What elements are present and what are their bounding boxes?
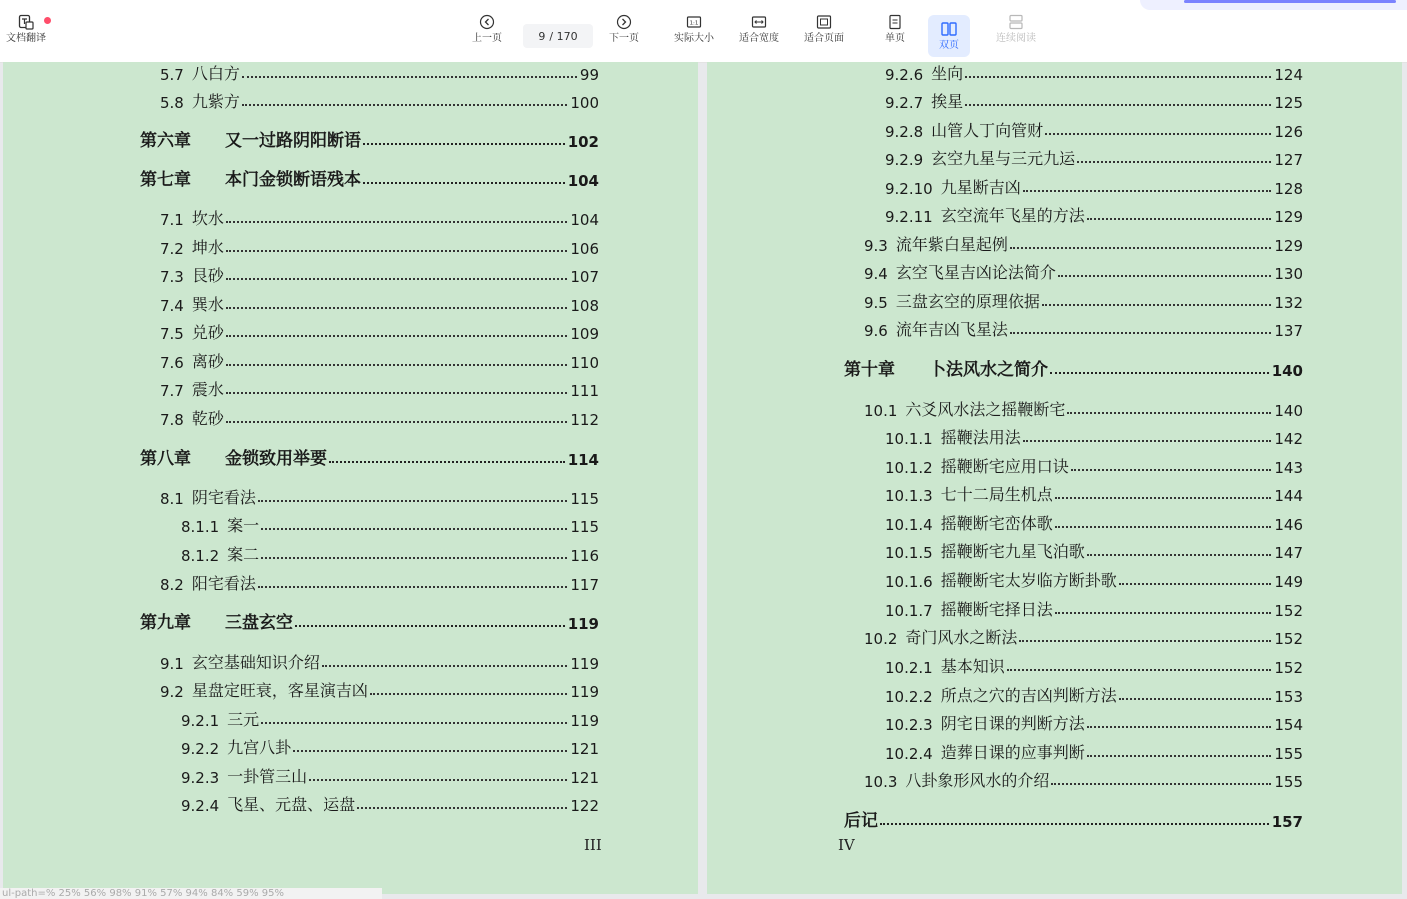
toc-leader-dots — [363, 143, 565, 145]
toc-number: 10.1.6 — [885, 573, 933, 591]
toc-leader-dots — [226, 335, 567, 337]
toc-title: 流年吉凶飞星法 — [895, 320, 1008, 339]
toc-page-number: 143 — [1274, 459, 1303, 477]
toc-number: 9.2.10 — [885, 180, 933, 198]
toc-entry[interactable] — [885, 538, 1303, 562]
toc-entry[interactable] — [885, 682, 1303, 706]
toc-number: 9.2.2 — [181, 740, 220, 758]
toc-page-number: 157 — [1271, 813, 1303, 831]
toc-page-number: 121 — [570, 769, 599, 787]
toc-page-number: 124 — [1274, 66, 1303, 84]
toc-page-number: 140 — [1274, 402, 1303, 420]
toc-leader-dots — [1087, 755, 1272, 757]
toc-title: 阴宅看法 — [191, 488, 256, 507]
toc-title: 奇门风水之断法 — [905, 628, 1018, 647]
toc-number: 10.3 — [864, 773, 898, 791]
toc-chapter-entry[interactable] — [140, 127, 599, 151]
toc-leader-dots — [1077, 161, 1271, 163]
toc-leader-dots — [226, 307, 567, 309]
toc-page-number: 102 — [567, 133, 599, 151]
continuous-label: 连续阅读 — [996, 33, 1036, 44]
toc-leader-dots — [1119, 583, 1272, 585]
toc-page-number: 137 — [1274, 322, 1303, 340]
translate-button[interactable] — [6, 14, 46, 58]
toc-number: 10.1 — [864, 402, 898, 420]
toc-page-number: 119 — [570, 683, 599, 701]
toc-entry[interactable] — [160, 484, 599, 508]
continuous-reading-button[interactable] — [996, 14, 1036, 58]
toc-number: 10.2 — [864, 630, 898, 648]
toc-number: 10.2.1 — [885, 659, 933, 677]
toc-number: 9.2 — [160, 683, 184, 701]
toc-title: 摇鞭断宅太岁临方断卦歌 — [940, 571, 1117, 590]
toc-page-number: 100 — [570, 94, 599, 112]
toc-title: 所点之穴的吉凶判断方法 — [940, 686, 1117, 705]
toc-number: 7.6 — [160, 354, 184, 372]
toc-leader-dots — [261, 557, 567, 559]
toc-title: 摇鞭断宅九星飞泊歌 — [940, 542, 1085, 561]
toc-leader-dots — [1087, 218, 1272, 220]
toc-leader-dots — [1010, 247, 1271, 249]
toc-entry[interactable] — [885, 653, 1303, 677]
toc-number: 10.1.1 — [885, 430, 933, 448]
toc-entry[interactable] — [885, 88, 1303, 112]
toc-title: 摇鞭法用法 — [940, 428, 1021, 447]
toc-number: 8.1.1 — [181, 518, 220, 536]
toc-title: 坤水 — [191, 238, 224, 257]
toc-leader-dots — [1071, 469, 1272, 471]
toc-page-number: 147 — [1274, 544, 1303, 562]
toc-number: 第六章 — [140, 131, 191, 151]
toc-entry[interactable] — [160, 570, 599, 594]
toc-title: 案一 — [227, 516, 260, 535]
toc-number: 5.7 — [160, 66, 184, 84]
toc-title: 飞星、元盘、运盘 — [227, 795, 356, 814]
toc-page-number: 116 — [570, 547, 599, 565]
toc-page-number: 121 — [570, 740, 599, 758]
toc-entry[interactable] — [160, 205, 599, 229]
toc-title: 又一过路阴阳断语 — [225, 131, 361, 151]
toc-leader-dots — [242, 104, 567, 106]
toc-leader-dots — [1019, 640, 1271, 642]
toc-entry[interactable] — [160, 376, 599, 400]
fit-page-icon — [816, 14, 832, 30]
toc-title: 九宫八卦 — [227, 738, 292, 757]
page-roman-numeral: IV — [838, 836, 855, 854]
toc-leader-dots — [242, 76, 577, 78]
toc-number: 7.3 — [160, 268, 184, 286]
toc-entry[interactable] — [885, 202, 1303, 226]
toc-page-number: 152 — [1274, 630, 1303, 648]
toc-title: 七十二局生机点 — [940, 485, 1053, 504]
toc-number: 第九章 — [140, 613, 191, 633]
toc-title: 乾砂 — [191, 409, 224, 428]
toc-entry[interactable] — [181, 763, 599, 787]
toc-entry[interactable] — [864, 316, 1303, 340]
toc-page-number: 110 — [570, 354, 599, 372]
toc-leader-dots — [370, 693, 567, 695]
toc-page-number: 140 — [1271, 362, 1303, 380]
toc-title: 兑砂 — [191, 323, 224, 342]
toc-entry[interactable] — [885, 145, 1303, 169]
toc-number: 8.1.2 — [181, 547, 220, 565]
toc-leader-dots — [1051, 783, 1271, 785]
toc-entry[interactable] — [885, 174, 1303, 198]
toc-title: 九星断吉凶 — [940, 178, 1021, 197]
toc-number: 10.2.4 — [885, 745, 933, 763]
toc-entry[interactable] — [885, 424, 1303, 448]
toc-entry[interactable] — [160, 677, 599, 701]
toc-number: 第八章 — [140, 449, 191, 469]
toc-number: 第七章 — [140, 170, 191, 190]
toc-number: 9.3 — [864, 237, 888, 255]
toc-leader-dots — [1067, 412, 1271, 414]
toc-chapter-entry[interactable] — [140, 166, 599, 190]
toc-leader-dots — [1055, 497, 1272, 499]
toc-number: 9.2.9 — [885, 151, 924, 169]
toc-page-number: 155 — [1274, 745, 1303, 763]
toc-title: 三盘玄空的原理依据 — [895, 292, 1040, 311]
double-page-icon — [941, 21, 957, 37]
actual-size-button[interactable] — [674, 14, 714, 58]
toc-page-number: 115 — [570, 518, 599, 536]
fit-page-label: 适合页面 — [804, 33, 844, 44]
toc-entry[interactable] — [885, 596, 1303, 620]
fit-width-button[interactable] — [739, 14, 779, 58]
toc-title: 三元 — [227, 710, 260, 729]
toc-number: 9.2.7 — [885, 94, 924, 112]
single-page-button[interactable] — [885, 14, 905, 58]
toc-title: 阴宅日课的判断方法 — [940, 714, 1085, 733]
toc-title: 震水 — [191, 380, 224, 399]
toc-page-number: 117 — [570, 576, 599, 594]
toc-number: 后记 — [844, 811, 878, 831]
fit-width-label: 适合宽度 — [739, 33, 779, 44]
toc-title: 玄空飞星吉凶论法简介 — [895, 263, 1056, 282]
toc-page-number: 119 — [567, 615, 599, 633]
top-tab-strip — [1140, 0, 1407, 10]
toc-title: 八白方 — [191, 64, 240, 83]
toc-entry[interactable] — [885, 453, 1303, 477]
toc-leader-dots — [261, 722, 567, 724]
double-page-label: 双页 — [939, 40, 959, 51]
toc-page-number: 142 — [1274, 430, 1303, 448]
toc-chapter-entry[interactable] — [140, 609, 599, 633]
toc-entry[interactable] — [864, 288, 1303, 312]
toc-leader-dots — [965, 76, 1271, 78]
toc-entry[interactable] — [864, 259, 1303, 283]
toc-number: 10.1.2 — [885, 459, 933, 477]
toc-title: 六爻风水法之摇鞭断宅 — [905, 400, 1066, 419]
current-page-input[interactable]: 9 — [538, 29, 546, 43]
toc-entry[interactable] — [160, 62, 599, 84]
toc-page-number: 130 — [1274, 265, 1303, 283]
actual-size-label: 实际大小 — [674, 33, 714, 44]
single-page-label: 单页 — [885, 33, 905, 44]
toc-number: 10.2.3 — [885, 716, 933, 734]
toc-page-number: 109 — [570, 325, 599, 343]
toc-title: 金锁致用举要 — [225, 449, 327, 469]
toc-entry[interactable] — [885, 567, 1303, 591]
toc-entry[interactable] — [160, 348, 599, 372]
toc-page-number: 119 — [570, 655, 599, 673]
toc-number: 9.1 — [160, 655, 184, 673]
toc-entry[interactable] — [160, 291, 599, 315]
toc-leader-dots — [258, 586, 567, 588]
next-page-icon — [616, 14, 632, 30]
single-page-icon — [887, 14, 903, 30]
toc-title: 山管人丁向管财 — [931, 121, 1044, 140]
toc-number: 10.2.2 — [885, 688, 933, 706]
toc-leader-dots — [258, 500, 567, 502]
toc-title: 八卦象形风水的介绍 — [905, 771, 1050, 790]
toc-title: 离砂 — [191, 352, 224, 371]
toc-entry[interactable] — [864, 767, 1303, 791]
document-page-right — [707, 62, 1402, 894]
toc-number: 7.2 — [160, 240, 184, 258]
toc-page-number: 112 — [570, 411, 599, 429]
toc-entry[interactable] — [864, 624, 1303, 648]
toc-page-number: 107 — [570, 268, 599, 286]
toc-number: 7.5 — [160, 325, 184, 343]
toc-number: 10.1.7 — [885, 602, 933, 620]
toc-page-number: 152 — [1274, 659, 1303, 677]
toc-page-number: 132 — [1274, 294, 1303, 312]
toc-page-number: 155 — [1274, 773, 1303, 791]
toc-leader-dots — [1042, 304, 1271, 306]
toc-title: 摇鞭断宅应用口诀 — [940, 457, 1069, 476]
toc-title: 玄空九星与三元九运 — [931, 149, 1076, 168]
toc-entry[interactable] — [160, 649, 599, 673]
toc-page-number: 126 — [1274, 123, 1303, 141]
page-roman-numeral: III — [584, 836, 602, 854]
toc-page-number: 129 — [1274, 208, 1303, 226]
toc-title: 基本知识 — [940, 657, 1005, 676]
toc-entry[interactable] — [864, 396, 1303, 420]
toc-page-number: 122 — [570, 797, 599, 815]
toc-number: 10.1.3 — [885, 487, 933, 505]
toc-entry[interactable] — [160, 319, 599, 343]
toc-title: 造葬日课的应事判断 — [940, 743, 1085, 762]
toc-entry[interactable] — [181, 706, 599, 730]
toc-leader-dots — [1023, 190, 1272, 192]
toc-title: 三盘玄空 — [225, 613, 293, 633]
toc-entry[interactable] — [885, 739, 1303, 763]
toc-page-number: 104 — [570, 211, 599, 229]
toc-entry[interactable] — [885, 62, 1303, 84]
toc-leader-dots — [1007, 669, 1272, 671]
toc-number: 10.1.4 — [885, 516, 933, 534]
notification-dot — [44, 17, 51, 24]
toc-number: 9.2.4 — [181, 797, 220, 815]
toc-entry[interactable] — [181, 734, 599, 758]
toc-leader-dots — [1055, 612, 1272, 614]
toc-entry[interactable] — [181, 541, 599, 565]
toc-title: 摇鞭断宅峦体歌 — [940, 514, 1053, 533]
toc-title: 案二 — [227, 545, 260, 564]
toc-chapter-entry[interactable] — [140, 445, 599, 469]
toc-entry[interactable] — [160, 262, 599, 286]
toc-leader-dots — [1045, 133, 1271, 135]
toc-leader-dots — [1023, 440, 1272, 442]
toc-leader-dots — [357, 807, 567, 809]
toc-number: 第十章 — [844, 360, 895, 380]
toc-title: 艮砂 — [191, 266, 224, 285]
toc-title: 玄空基础知识介绍 — [191, 653, 320, 672]
toc-leader-dots — [1055, 526, 1272, 528]
toc-leader-dots — [293, 750, 567, 752]
toc-title: 卜法风水之简介 — [929, 360, 1048, 380]
toc-entry[interactable] — [160, 405, 599, 429]
toc-page-number: 99 — [579, 66, 599, 84]
toc-leader-dots — [226, 392, 567, 394]
status-bar-text: ul-path=% 25% 56% 98% 91% 57% 94% 84% 59% 95% — [0, 888, 382, 899]
toc-number: 10.1.5 — [885, 544, 933, 562]
toc-page-number: 114 — [567, 451, 599, 469]
toc-page-number: 127 — [1274, 151, 1303, 169]
translate-label: 文档翻译 — [6, 33, 46, 44]
toc-leader-dots — [309, 779, 567, 781]
toc-page-number: 104 — [567, 172, 599, 190]
toc-title: 坎水 — [191, 209, 224, 228]
toc-leader-dots — [1087, 554, 1272, 556]
toc-leader-dots — [226, 364, 567, 366]
toc-page-number: 153 — [1274, 688, 1303, 706]
toc-title: 摇鞭断宅择日法 — [940, 600, 1053, 619]
next-page-button[interactable] — [609, 14, 639, 58]
toc-entry[interactable] — [885, 117, 1303, 141]
fit-page-button[interactable] — [804, 14, 844, 58]
toc-entry[interactable] — [181, 512, 599, 536]
svg-text:1:1: 1:1 — [689, 20, 699, 27]
toc-page-number: 125 — [1274, 94, 1303, 112]
toc-leader-dots — [1119, 698, 1272, 700]
toc-leader-dots — [322, 665, 567, 667]
toc-number: 7.7 — [160, 382, 184, 400]
continuous-icon — [1008, 14, 1024, 30]
toc-entry[interactable] — [885, 481, 1303, 505]
toc-number: 8.2 — [160, 576, 184, 594]
translate-icon — [18, 14, 34, 30]
toc-leader-dots — [226, 250, 567, 252]
toc-page-number: 108 — [570, 297, 599, 315]
toc-leader-dots — [226, 221, 567, 223]
toc-title: 巽水 — [191, 295, 224, 314]
toc-entry[interactable] — [160, 234, 599, 258]
toc-leader-dots — [226, 421, 567, 423]
toc-title: 九紫方 — [191, 92, 240, 111]
toc-entry[interactable] — [885, 510, 1303, 534]
double-page-button[interactable] — [928, 15, 970, 57]
toc-entry[interactable] — [160, 88, 599, 112]
toc-page-number: 129 — [1274, 237, 1303, 255]
toc-leader-dots — [295, 625, 565, 627]
toc-number: 9.2.1 — [181, 712, 220, 730]
toc-leader-dots — [1050, 372, 1269, 374]
toc-entry[interactable] — [885, 710, 1303, 734]
toc-number: 7.8 — [160, 411, 184, 429]
toc-page-number: 115 — [570, 490, 599, 508]
toc-title: 流年紫白星起例 — [895, 235, 1008, 254]
toc-leader-dots — [880, 823, 1269, 825]
total-pages: / 170 — [549, 29, 578, 43]
toc-title: 玄空流年飞星的方法 — [940, 206, 1085, 225]
toc-entry[interactable] — [864, 231, 1303, 255]
toc-page-number: 154 — [1274, 716, 1303, 734]
toc-page-number: 119 — [570, 712, 599, 730]
toc-number: 9.2.11 — [885, 208, 933, 226]
next-page-label: 下一页 — [609, 33, 639, 44]
toc-title: 本门金锁断语残本 — [225, 170, 361, 190]
toc-number: 7.4 — [160, 297, 184, 315]
toc-page-number: 149 — [1274, 573, 1303, 591]
prev-page-icon — [479, 14, 495, 30]
toc-number: 5.8 — [160, 94, 184, 112]
document-page-left — [3, 62, 698, 894]
toc-number: 7.1 — [160, 211, 184, 229]
toc-page-number: 128 — [1274, 180, 1303, 198]
toc-title: 坐向 — [931, 64, 964, 83]
toc-page-number: 144 — [1274, 487, 1303, 505]
toc-chapter-entry[interactable] — [844, 807, 1303, 831]
top-tab-indicator — [1184, 0, 1396, 3]
toc-title: 星盘定旺衰，客星演吉凶 — [191, 681, 368, 700]
toc-leader-dots — [1058, 275, 1271, 277]
toc-leader-dots — [226, 278, 567, 280]
toc-leader-dots — [1087, 726, 1272, 728]
toc-page-number: 111 — [570, 382, 599, 400]
toc-leader-dots — [965, 104, 1271, 106]
actual-size-icon — [686, 14, 702, 30]
toc-leader-dots — [1010, 332, 1271, 334]
toc-chapter-entry[interactable] — [844, 356, 1303, 380]
toc-number: 9.4 — [864, 265, 888, 283]
toc-title: 一卦管三山 — [227, 767, 308, 786]
toc-leader-dots — [261, 528, 567, 530]
toc-entry[interactable] — [181, 791, 599, 815]
toc-leader-dots — [329, 461, 565, 463]
toc-number: 9.2.3 — [181, 769, 220, 787]
toc-number: 9.2.6 — [885, 66, 924, 84]
toc-number: 8.1 — [160, 490, 184, 508]
toc-number: 9.2.8 — [885, 123, 924, 141]
prev-page-button[interactable] — [472, 14, 502, 58]
page-number-box[interactable] — [523, 24, 593, 48]
fit-width-icon — [751, 14, 767, 30]
toc-leader-dots — [363, 182, 565, 184]
toc-number: 9.6 — [864, 322, 888, 340]
toc-page-number: 106 — [570, 240, 599, 258]
prev-page-label: 上一页 — [472, 33, 502, 44]
toc-title: 挨星 — [931, 92, 964, 111]
toc-page-number: 152 — [1274, 602, 1303, 620]
toc-page-number: 146 — [1274, 516, 1303, 534]
toolbar — [0, 0, 1407, 63]
toc-number: 9.5 — [864, 294, 888, 312]
toc-title: 阳宅看法 — [191, 574, 256, 593]
